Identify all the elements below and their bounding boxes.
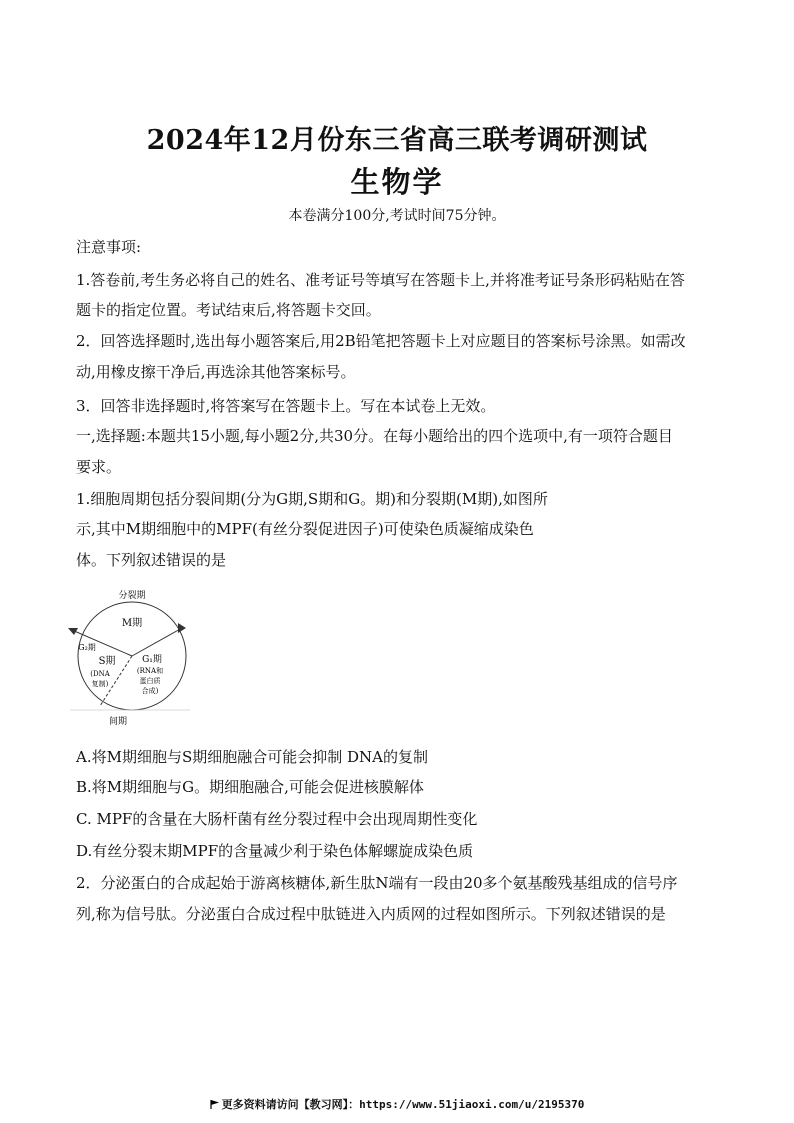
question-stem: 1.细胞周期包括分裂间期(分为G期,S期和G。期)和分裂期(M期),如图所	[76, 490, 548, 508]
figure-label-division: 分裂期	[118, 591, 146, 601]
notice-heading: 注意事项:	[76, 238, 142, 256]
notice-line: 2．回答选择题时,选出每小题答案后,用2B铅笔把答题卡上对应题目的答案标号涂黑。如需改	[76, 332, 686, 350]
notice-line: 3．回答非选择题时,将答案写在答题卡上。写在本试卷上无效。	[76, 397, 496, 415]
notice-line: 1.答卷前,考生务必将自己的姓名、准考证号等填写在答题卡上,并将准考证号条形码粘贴在答	[76, 271, 685, 289]
flag-icon	[210, 1100, 219, 1109]
question-stem: 体。下列叙述错误的是	[76, 551, 227, 569]
m-phase-label: M期	[121, 618, 143, 629]
option-b: B.将M期细胞与G。期细胞融合,可能会促进核膜解体	[76, 778, 424, 796]
section-heading: 要求。	[76, 458, 122, 476]
page-title: 2024年12月份东三省高三联考调研测试	[146, 125, 648, 156]
question-stem: 示,其中M期细胞中的MPF(有丝分裂促进因子)可使染色质凝缩成染色	[76, 520, 534, 538]
s-note: (DNA	[90, 670, 110, 678]
option-d: D.有丝分裂末期MPF的含量减少利于染色体解螺旋成染色质	[76, 842, 474, 860]
figure-label-interphase: 间期	[108, 717, 128, 727]
notice-line: 题卡的指定位置。考试结束后,将答题卡交回。	[76, 301, 381, 319]
question-stem: 2．分泌蛋白的合成起始于游离核糖体,新生肽N端有一段由20多个氨基酸残基组成的信号序	[76, 874, 678, 892]
g1-note: 蛋白质	[139, 677, 161, 685]
g2-label: G₂期	[78, 643, 96, 652]
g1-label: G₁期	[142, 655, 162, 665]
arrow-icon	[178, 623, 186, 633]
exam-info: 本卷满分100分,考试时间75分钟。	[288, 208, 506, 224]
s-note: 复制)	[91, 680, 109, 688]
g1-note: 合成)	[141, 687, 159, 695]
phase-divider	[132, 628, 182, 656]
g1-note: (RNA和	[136, 667, 164, 675]
option-a: A.将M期细胞与S期细胞融合可能会抑制 DNA的复制	[76, 748, 428, 766]
s-phase-label: S期	[98, 656, 116, 667]
question-stem: 列,称为信号肽。分泌蛋白合成过程中肽链进入内质网的过程如图所示。下列叙述错误的是	[76, 905, 666, 923]
option-c: C. MPF的含量在大肠杆菌有丝分裂过程中会出现周期性变化	[76, 810, 478, 828]
footer-link[interactable]	[0, 1096, 794, 1112]
section-heading: 一,选择题:本题共15小题,每小题2分,共30分。在每小题给出的四个选项中,有一项符合题目	[76, 427, 673, 445]
footer-text: 更多资料请访问【教习网】：https://www.51jiaoxi.com/u/2195370	[221, 1098, 585, 1111]
cell-cycle-diagram	[60, 586, 190, 736]
notice-line: 动,用橡皮擦干净后,再选涂其他答案标号。	[76, 363, 356, 381]
subject-title: 生物学	[350, 165, 444, 199]
